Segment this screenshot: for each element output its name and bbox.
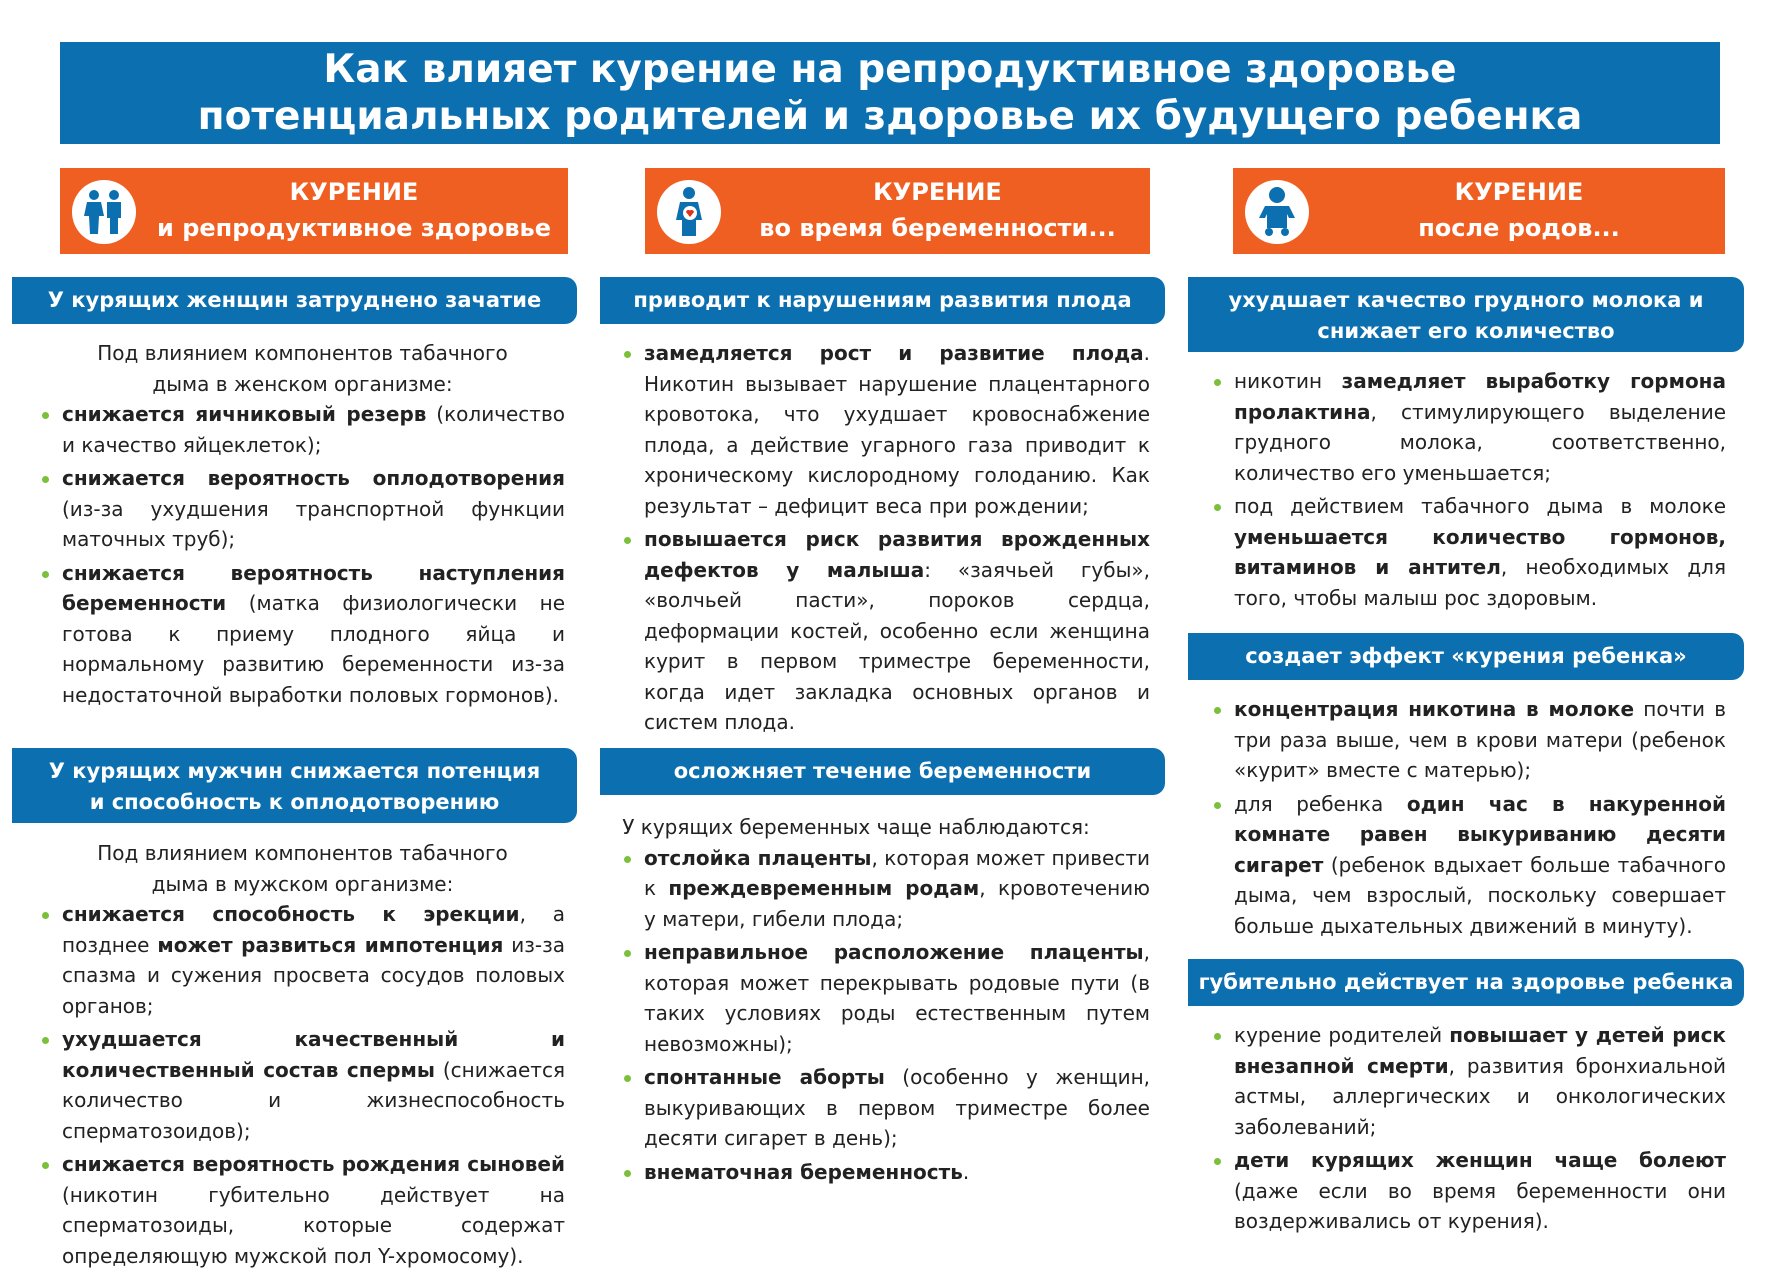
list-item: курение родителей повышает у детей риск внезапной смерти, развития бронхиальной астмы, аллергических и онкологических заболеваний; <box>1212 1020 1726 1142</box>
section-body <box>622 338 1150 741</box>
list-item: под действием табачного дыма в молоке уменьшается количество гормонов, витаминов и антител, необходимых для того, чтобы малыш рос здоровым. <box>1212 491 1726 613</box>
list-item: отслойка плаценты, которая может привести к преждевременным родам, кровотечению у матери, гибели плода; <box>622 843 1150 935</box>
list-item: для ребенка один час в накуренной комнате равен выкуриванию десяти сигарет (ребенок вдыхает больше табачного дыма, чем взрослый, поскольку совершает больше дыхательных движений в минуту). <box>1212 789 1726 942</box>
section-heading: осложняет течение беременности <box>600 748 1165 795</box>
section-body <box>1212 694 1726 944</box>
list-item: дети курящих женщин чаще болеют (даже если во время беременности они воздерживались от курения). <box>1212 1145 1726 1237</box>
baby-icon <box>1245 180 1309 244</box>
section-heading: приводит к нарушениям развития плода <box>600 277 1165 324</box>
header-word: КУРЕНИЕ <box>873 178 1002 206</box>
list-item: снижается способность к эрекции, а позднее может развиться импотенция из-за спазма и сужения просвета сосудов половых органов; <box>40 899 565 1021</box>
pregnant-woman-icon <box>657 180 721 244</box>
column-header-reproductive <box>60 168 568 254</box>
list-item: ухудшается качественный и количественный состав спермы (снижается количество и жизнеспособность сперматозоидов); <box>40 1024 565 1146</box>
header-subtitle: после родов... <box>1418 214 1620 242</box>
list-item: снижается яичниковый резерв (количество и качество яйцеклеток); <box>40 399 565 460</box>
list-item: замедляется рост и развитие плода. Никотин вызывает нарушение плацентарного кровотока, что ухудшает кровоснабжение плода, а действие угарного газа приводит к хроническому кислородному голоданию. Как результат – дефицит веса при рождении; <box>622 338 1150 521</box>
list-item: снижается вероятность оплодотворения (из-за ухудшения транспортной функции маточных труб); <box>40 463 565 555</box>
parents-icon <box>72 180 136 244</box>
section-body <box>40 838 565 1274</box>
list-item: никотин замедляет выработку гормона пролактина, стимулирующего выделение грудного молока, соответственно, количество его уменьшается; <box>1212 366 1726 488</box>
list-item: внематочная беременность. <box>622 1157 1150 1188</box>
list-item: снижается вероятность наступления беременности (матка физиологически не готова к приему плодного яйца и нормальному развитию беременности из-за недостаточной выработки половых гормонов). <box>40 558 565 711</box>
header-subtitle: во время беременности... <box>759 214 1116 242</box>
list-item: неправильное расположение плаценты, которая может перекрывать родовые пути (в таких условиях роды естественным путем невозможны); <box>622 937 1150 1059</box>
section-heading: ухудшает качество грудного молока и снижает его количество <box>1188 277 1744 352</box>
header-subtitle: и репродуктивное здоровье <box>157 214 551 242</box>
column-header-after-birth <box>1233 168 1725 254</box>
section-heading: создает эффект «курения ребенка» <box>1188 633 1744 680</box>
list-item: снижается вероятность рождения сыновей (никотин губительно действует на сперматозоиды, которые содержат определяющую мужской пол Y-хромосому). <box>40 1149 565 1271</box>
section-body <box>622 812 1150 1190</box>
section-intro: У курящих беременных чаще наблюдаются: <box>622 815 1090 839</box>
title-line-1: Как влияет курение на репродуктивное здоровье <box>323 47 1457 92</box>
section-intro: Под влиянием компонентов табачного дыма в женском организме: <box>97 341 508 396</box>
page-title <box>60 42 1720 144</box>
section-heading: губительно действует на здоровье ребенка <box>1188 959 1744 1006</box>
column-header-pregnancy <box>645 168 1150 254</box>
list-item: спонтанные аборты (особенно у женщин, выкуривающих в первом триместре более десяти сигарет в день); <box>622 1062 1150 1154</box>
section-heading: У курящих женщин затруднено зачатие <box>12 277 577 324</box>
section-body <box>1212 1020 1726 1240</box>
section-body <box>1212 366 1726 616</box>
header-word: КУРЕНИЕ <box>1454 178 1584 206</box>
section-intro: Под влиянием компонентов табачного дыма в мужском организме: <box>97 841 508 896</box>
list-item: повышается риск развития врожденных дефектов у малыша: «заячьей губы», «волчьей пасти», пороков сердца, деформации костей, особенно если женщина курит в первом триместре беременности, когда идет закладка основных органов и систем плода. <box>622 524 1150 738</box>
header-word: КУРЕНИЕ <box>289 178 419 206</box>
section-body <box>40 338 565 713</box>
title-line-2: потенциальных родителей и здоровье их будущего ребенка <box>197 94 1583 139</box>
list-item: концентрация никотина в молоке почти в три раза выше, чем в крови матери (ребенок «курит» вместе с матерью); <box>1212 694 1726 786</box>
section-heading: У курящих мужчин снижается потенция и способность к оплодотворению <box>12 748 577 823</box>
